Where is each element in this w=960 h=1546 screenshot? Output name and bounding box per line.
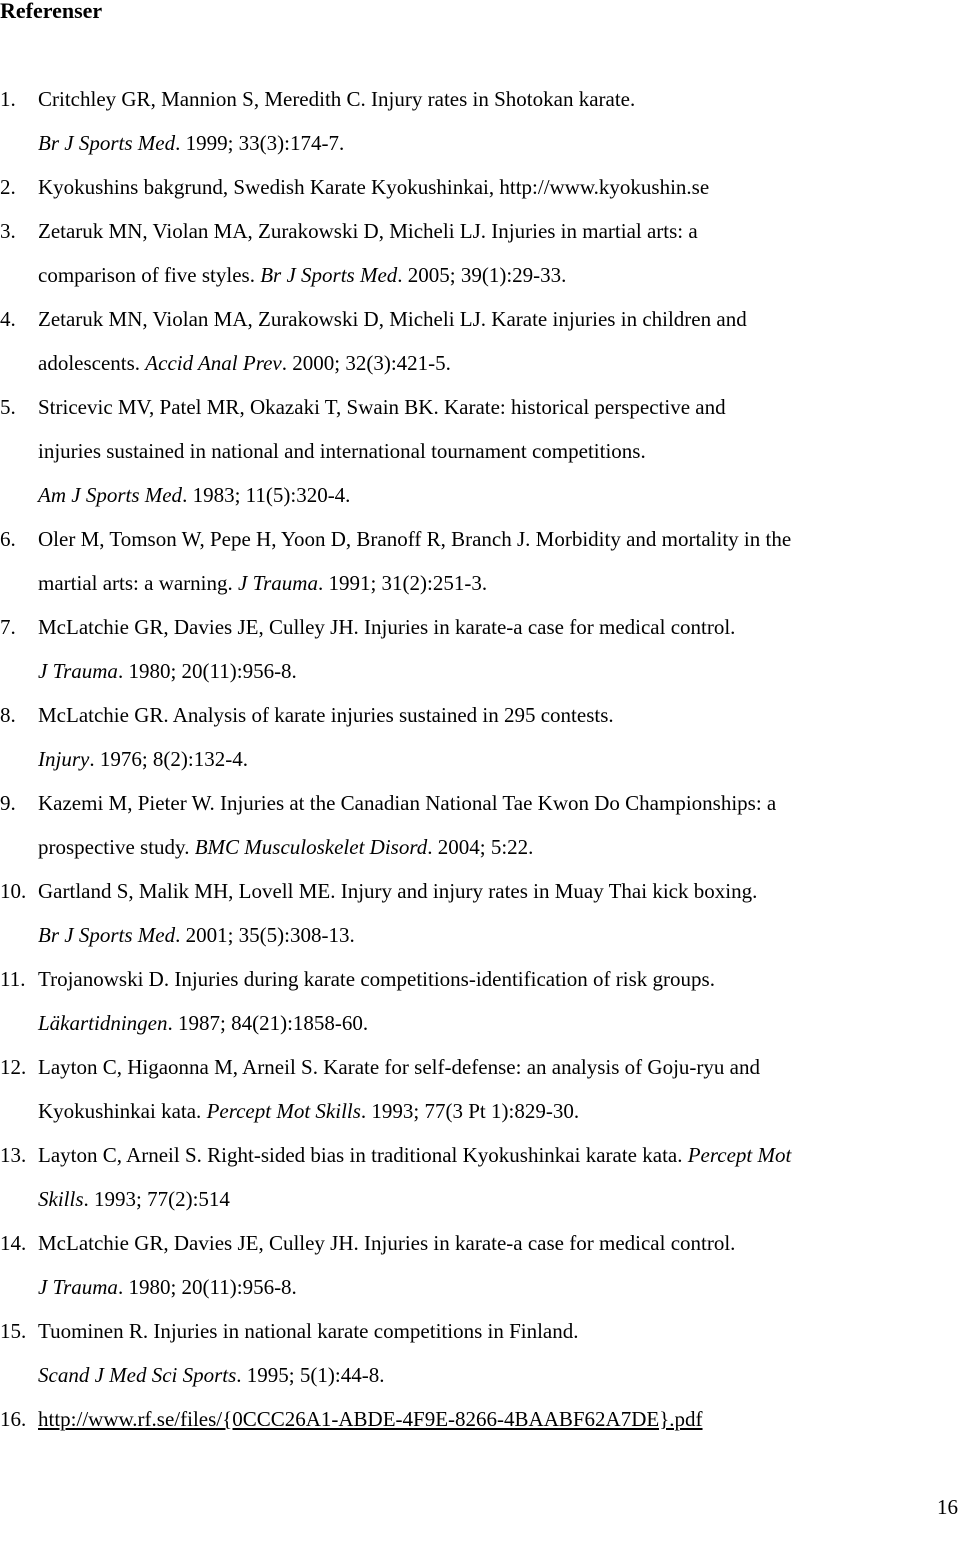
reference-item [0, 693, 960, 781]
reference-text: Kyokushinkai kata. [38, 1099, 207, 1123]
journal-name: J Trauma [238, 571, 318, 595]
reference-line [38, 1309, 960, 1353]
reference-number: 12. [0, 1055, 27, 1079]
reference-number: 16. [0, 1407, 27, 1431]
reference-text: . 2005; 39(1):29-33. [397, 263, 567, 287]
reference-line [38, 165, 960, 209]
reference-text: martial arts: a warning. [38, 571, 239, 595]
reference-line [38, 693, 960, 737]
reference-line [38, 473, 960, 517]
reference-item [0, 1133, 960, 1221]
reference-text: Tuominen R. Injuries in national karate competitions in Finland. [38, 1319, 579, 1343]
journal-name: Br J Sports Med [38, 131, 176, 155]
reference-line [38, 825, 960, 869]
reference-item [0, 957, 960, 1045]
journal-name: Injury [38, 747, 90, 771]
reference-text: . 2000; 32(3):421-5. [281, 351, 451, 375]
journal-name: Am J Sports Med [38, 483, 183, 507]
reference-number: 6. [0, 527, 16, 551]
reference-number: 7. [0, 615, 16, 639]
reference-line [38, 209, 960, 253]
reference-text: . 1993; 77(2):514 [83, 1187, 230, 1211]
reference-text: Layton C, Arneil S. Right-sided bias in traditional Kyokushinkai karate kata. [38, 1143, 688, 1167]
reference-number: 13. [0, 1143, 27, 1167]
reference-line [38, 737, 960, 781]
reference-line [38, 1001, 960, 1045]
reference-line [38, 429, 960, 473]
reference-item [0, 517, 960, 605]
reference-list [0, 77, 960, 1441]
reference-text: . 1993; 77(3 Pt 1):829-30. [360, 1099, 580, 1123]
reference-text: . 2004; 5:22. [427, 835, 534, 859]
reference-item [0, 869, 960, 957]
reference-text: McLatchie GR, Davies JE, Culley JH. Injuries in karate-a case for medical control. [38, 1231, 736, 1255]
reference-text: . 1995; 5(1):44-8. [236, 1363, 385, 1387]
reference-number: 14. [0, 1231, 27, 1255]
reference-line [38, 121, 960, 165]
reference-text: Stricevic MV, Patel MR, Okazaki T, Swain BK. Karate: historical perspective and [38, 395, 726, 419]
reference-line [38, 1353, 960, 1397]
reference-line [38, 1265, 960, 1309]
reference-text: Kyokushins bakgrund, Swedish Karate Kyokushinkai, http://www.kyokushin.se [38, 175, 710, 199]
reference-line [38, 869, 960, 913]
reference-number: 10. [0, 879, 27, 903]
reference-line [38, 649, 960, 693]
reference-line [38, 781, 960, 825]
reference-item [0, 1045, 960, 1133]
reference-text: Critchley GR, Mannion S, Meredith C. Injury rates in Shotokan karate. [38, 87, 636, 111]
reference-item [0, 1221, 960, 1309]
reference-number: 1. [0, 87, 16, 111]
reference-number: 15. [0, 1319, 27, 1343]
journal-name: J Trauma [38, 659, 118, 683]
reference-number: 11. [0, 967, 26, 991]
journal-name: BMC Musculoskelet Disord [194, 835, 428, 859]
reference-line [38, 561, 960, 605]
journal-name: Accid Anal Prev [145, 351, 282, 375]
reference-text: . 1980; 20(11):956-8. [117, 659, 297, 683]
reference-line [38, 517, 960, 561]
reference-item [0, 385, 960, 517]
reference-line [38, 1397, 960, 1441]
reference-text: adolescents. [38, 351, 146, 375]
reference-text: Oler M, Tomson W, Pepe H, Yoon D, Branoff R, Branch J. Morbidity and mortality in the [38, 527, 792, 551]
reference-text: Zetaruk MN, Violan MA, Zurakowski D, Micheli LJ. Karate injuries in children and [38, 307, 747, 331]
reference-number: 9. [0, 791, 16, 815]
journal-name: Br J Sports Med [38, 923, 176, 947]
reference-item [0, 209, 960, 297]
reference-text: . 1999; 33(3):174-7. [175, 131, 345, 155]
reference-text: . 1987; 84(21):1858-60. [167, 1011, 369, 1035]
reference-line [38, 253, 960, 297]
journal-name: Skills [38, 1187, 84, 1211]
reference-text: Gartland S, Malik MH, Lovell ME. Injury and injury rates in Muay Thai kick boxing. [38, 879, 758, 903]
journal-name: Br J Sports Med [260, 263, 398, 287]
journal-name: Percept Mot Skills [206, 1099, 361, 1123]
reference-number: 2. [0, 175, 16, 199]
journal-name: Percept Mot [687, 1143, 792, 1167]
reference-item [0, 1309, 960, 1397]
reference-link[interactable]: http://www.rf.se/files/{0CCC26A1-ABDE-4F9E-8266-4BAABF62A7DE}.pdf [38, 1407, 703, 1431]
reference-item [0, 297, 960, 385]
reference-text: . 1980; 20(11):956-8. [117, 1275, 297, 1299]
reference-item [0, 1397, 960, 1441]
reference-item [0, 165, 960, 209]
reference-line [38, 1133, 960, 1177]
reference-text: injuries sustained in national and international tournament competitions. [38, 439, 646, 463]
reference-number: 4. [0, 307, 16, 331]
reference-text: Trojanowski D. Injuries during karate competitions-identification of risk groups. [38, 967, 715, 991]
reference-text: . 1976; 8(2):132-4. [89, 747, 248, 771]
reference-item [0, 77, 960, 165]
page-number: 16 [937, 1495, 958, 1519]
reference-line [38, 1177, 960, 1221]
page-heading: Referenser [0, 0, 103, 23]
reference-number: 3. [0, 219, 16, 243]
reference-line [38, 77, 960, 121]
reference-line [38, 913, 960, 957]
reference-text: prospective study. [38, 835, 195, 859]
reference-line [38, 341, 960, 385]
reference-text: . 1991; 31(2):251-3. [317, 571, 488, 595]
reference-line [38, 297, 960, 341]
reference-number: 8. [0, 703, 16, 727]
reference-line [38, 957, 960, 1001]
journal-name: J Trauma [38, 1275, 118, 1299]
reference-text: McLatchie GR. Analysis of karate injuries sustained in 295 contests. [38, 703, 614, 727]
reference-line [38, 605, 960, 649]
reference-number: 5. [0, 395, 16, 419]
reference-line [38, 1221, 960, 1265]
reference-text: Zetaruk MN, Violan MA, Zurakowski D, Micheli LJ. Injuries in martial arts: a [38, 219, 698, 243]
reference-text: . 2001; 35(5):308-13. [175, 923, 355, 947]
reference-line [38, 1045, 960, 1089]
reference-text: Layton C, Higaonna M, Arneil S. Karate for self-defense: an analysis of Goju-ryu and [38, 1055, 760, 1079]
reference-text: Kazemi M, Pieter W. Injuries at the Canadian National Tae Kwon Do Championships: a [38, 791, 777, 815]
reference-text: . 1983; 11(5):320-4. [182, 483, 351, 507]
reference-item [0, 605, 960, 693]
reference-item [0, 781, 960, 869]
reference-text: McLatchie GR, Davies JE, Culley JH. Injuries in karate-a case for medical control. [38, 615, 736, 639]
journal-name: Läkartidningen [38, 1011, 168, 1035]
reference-text: comparison of five styles. [38, 263, 261, 287]
journal-name: Scand J Med Sci Sports [38, 1363, 237, 1387]
reference-line [38, 1089, 960, 1133]
reference-line [38, 385, 960, 429]
